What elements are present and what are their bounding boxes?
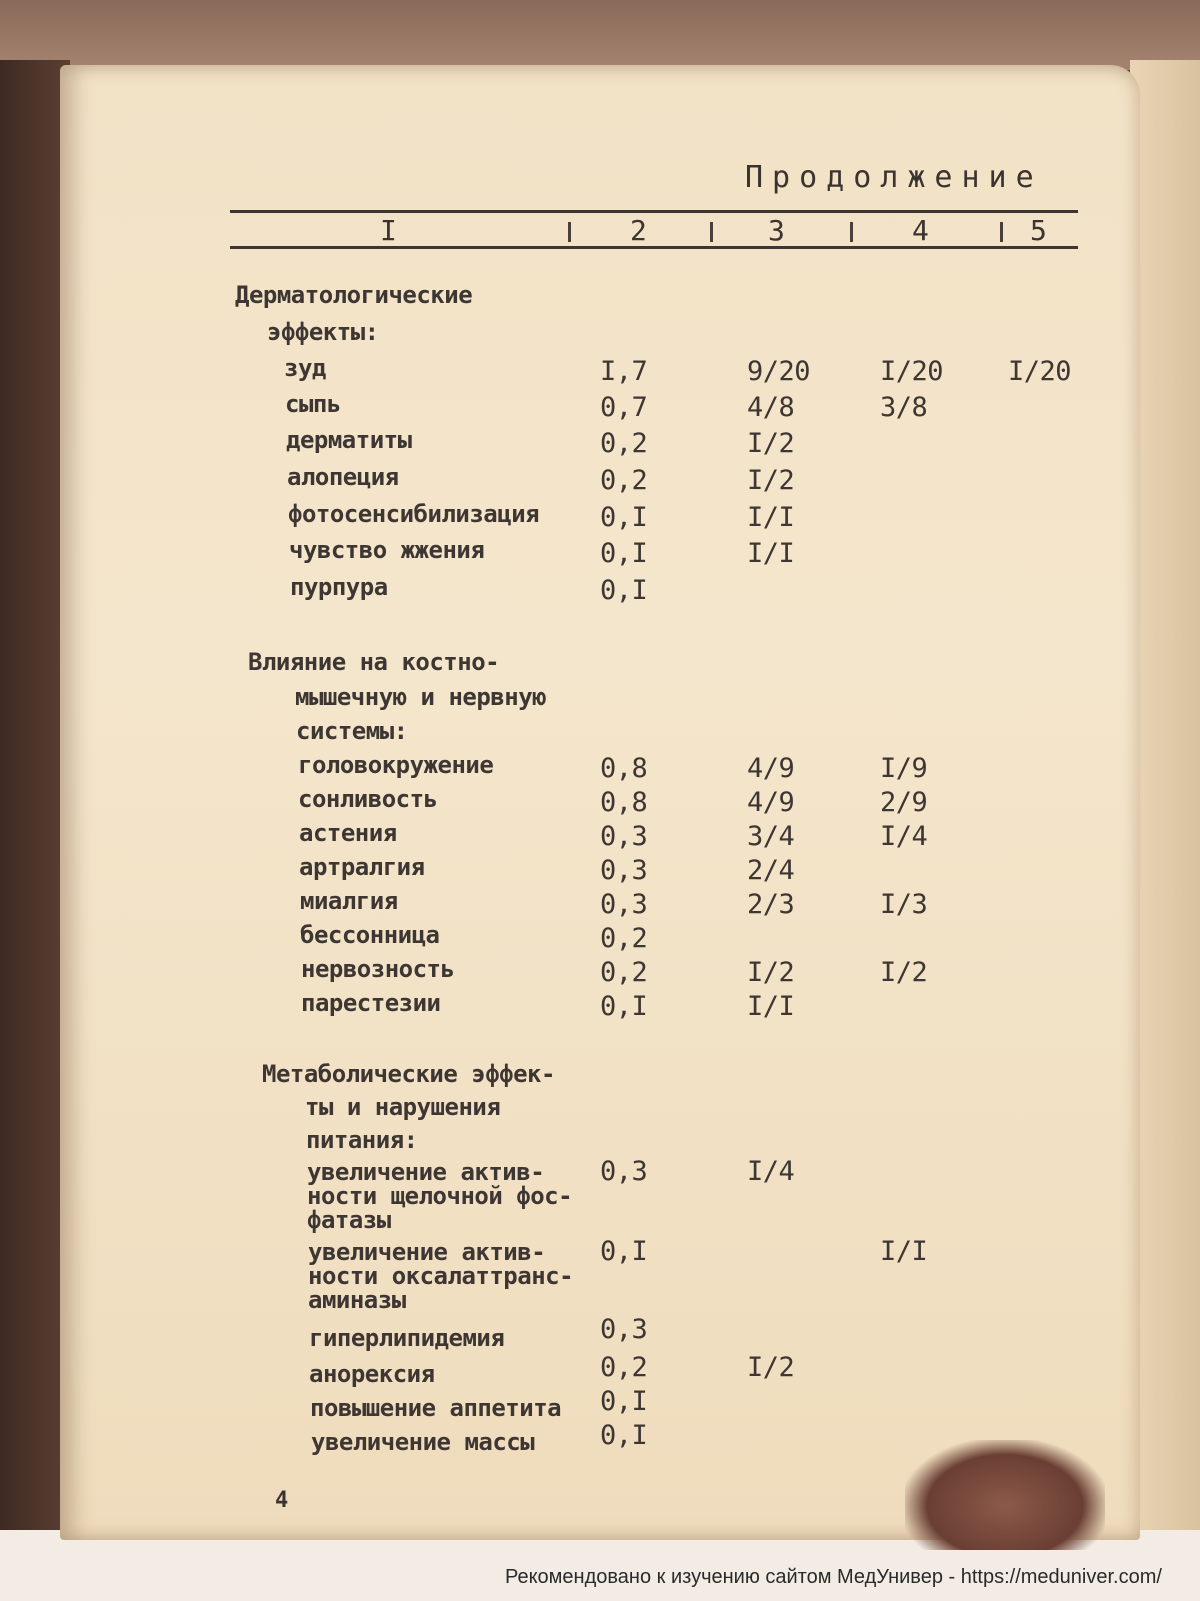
table-row: увеличение массы 0,I (311, 1420, 648, 1456)
table-row: зуд I,7 9/20 I/20 I/20 (284, 354, 1072, 387)
section-title: Влияние на костно- (248, 648, 500, 676)
section-title: Метаболические эффек- (262, 1060, 555, 1088)
table-row: фотосенсибилизация 0,I I/I (288, 500, 795, 533)
table-row: чувство жжения 0,I I/I (289, 536, 795, 569)
background-top (0, 0, 1200, 70)
table-row: миалгия 0,3 2/3 I/3 (300, 887, 928, 920)
finger-shadow (905, 1440, 1105, 1550)
section-title: эффекты: (267, 318, 379, 346)
background-right (1130, 60, 1200, 1540)
table-row: пурпура 0,I (290, 573, 648, 606)
table-row: повышение аппетита 0,I (310, 1386, 648, 1422)
table-top-rule (230, 210, 1078, 213)
section-title: мышечную и нервную (295, 683, 547, 711)
table-header-rule (230, 246, 1078, 249)
table-row: бессонница 0,2 (300, 921, 648, 954)
column-separator (568, 222, 571, 242)
column-header-1: I (380, 214, 397, 247)
table-row: парестезии 0,I I/I (301, 989, 795, 1022)
table-row: нервозность 0,2 I/2 I/2 (301, 955, 928, 988)
column-separator (1000, 222, 1003, 242)
table-row: артралгия 0,3 2/4 (299, 853, 795, 886)
column-separator (850, 222, 853, 242)
table-row: анорексия 0,2 I/2 (309, 1352, 795, 1388)
table-row: астения 0,3 3/4 I/4 (299, 819, 928, 852)
section-title: Дерматологические (235, 281, 473, 309)
section-title: питания: (306, 1126, 418, 1154)
table-row: головокружение 0,8 4/9 I/9 (298, 751, 928, 784)
table-row: сонливость 0,8 4/9 2/9 (298, 785, 928, 818)
column-header-2: 2 (630, 214, 647, 247)
section-title: системы: (296, 717, 408, 745)
column-header-5: 5 (1030, 214, 1047, 247)
section-title: ты и нарушения (305, 1093, 501, 1121)
watermark-text: Рекомендовано к изучению сайтом МедУнивер - https://meduniver.com/ (505, 1566, 1162, 1588)
table-row: увеличение актив- ности оксалаттранс- аминазы 0,I I/I (308, 1236, 928, 1314)
column-header-4: 4 (912, 214, 929, 247)
column-header-3: 3 (768, 214, 785, 247)
table-row: увеличение актив- ности щелочной фос- фатазы 0,3 I/4 (307, 1156, 795, 1234)
table-row: алопеция 0,2 I/2 (287, 463, 795, 496)
column-separator (710, 222, 713, 242)
page-number: 4 (275, 1488, 289, 1513)
table-row: дерматиты 0,2 I/2 (286, 426, 795, 459)
table-row: гиперлипидемия 0,3 (309, 1314, 648, 1352)
table-row: сыпь 0,7 4/8 3/8 (285, 390, 928, 423)
continuation-heading: Продолжение (745, 160, 1043, 195)
